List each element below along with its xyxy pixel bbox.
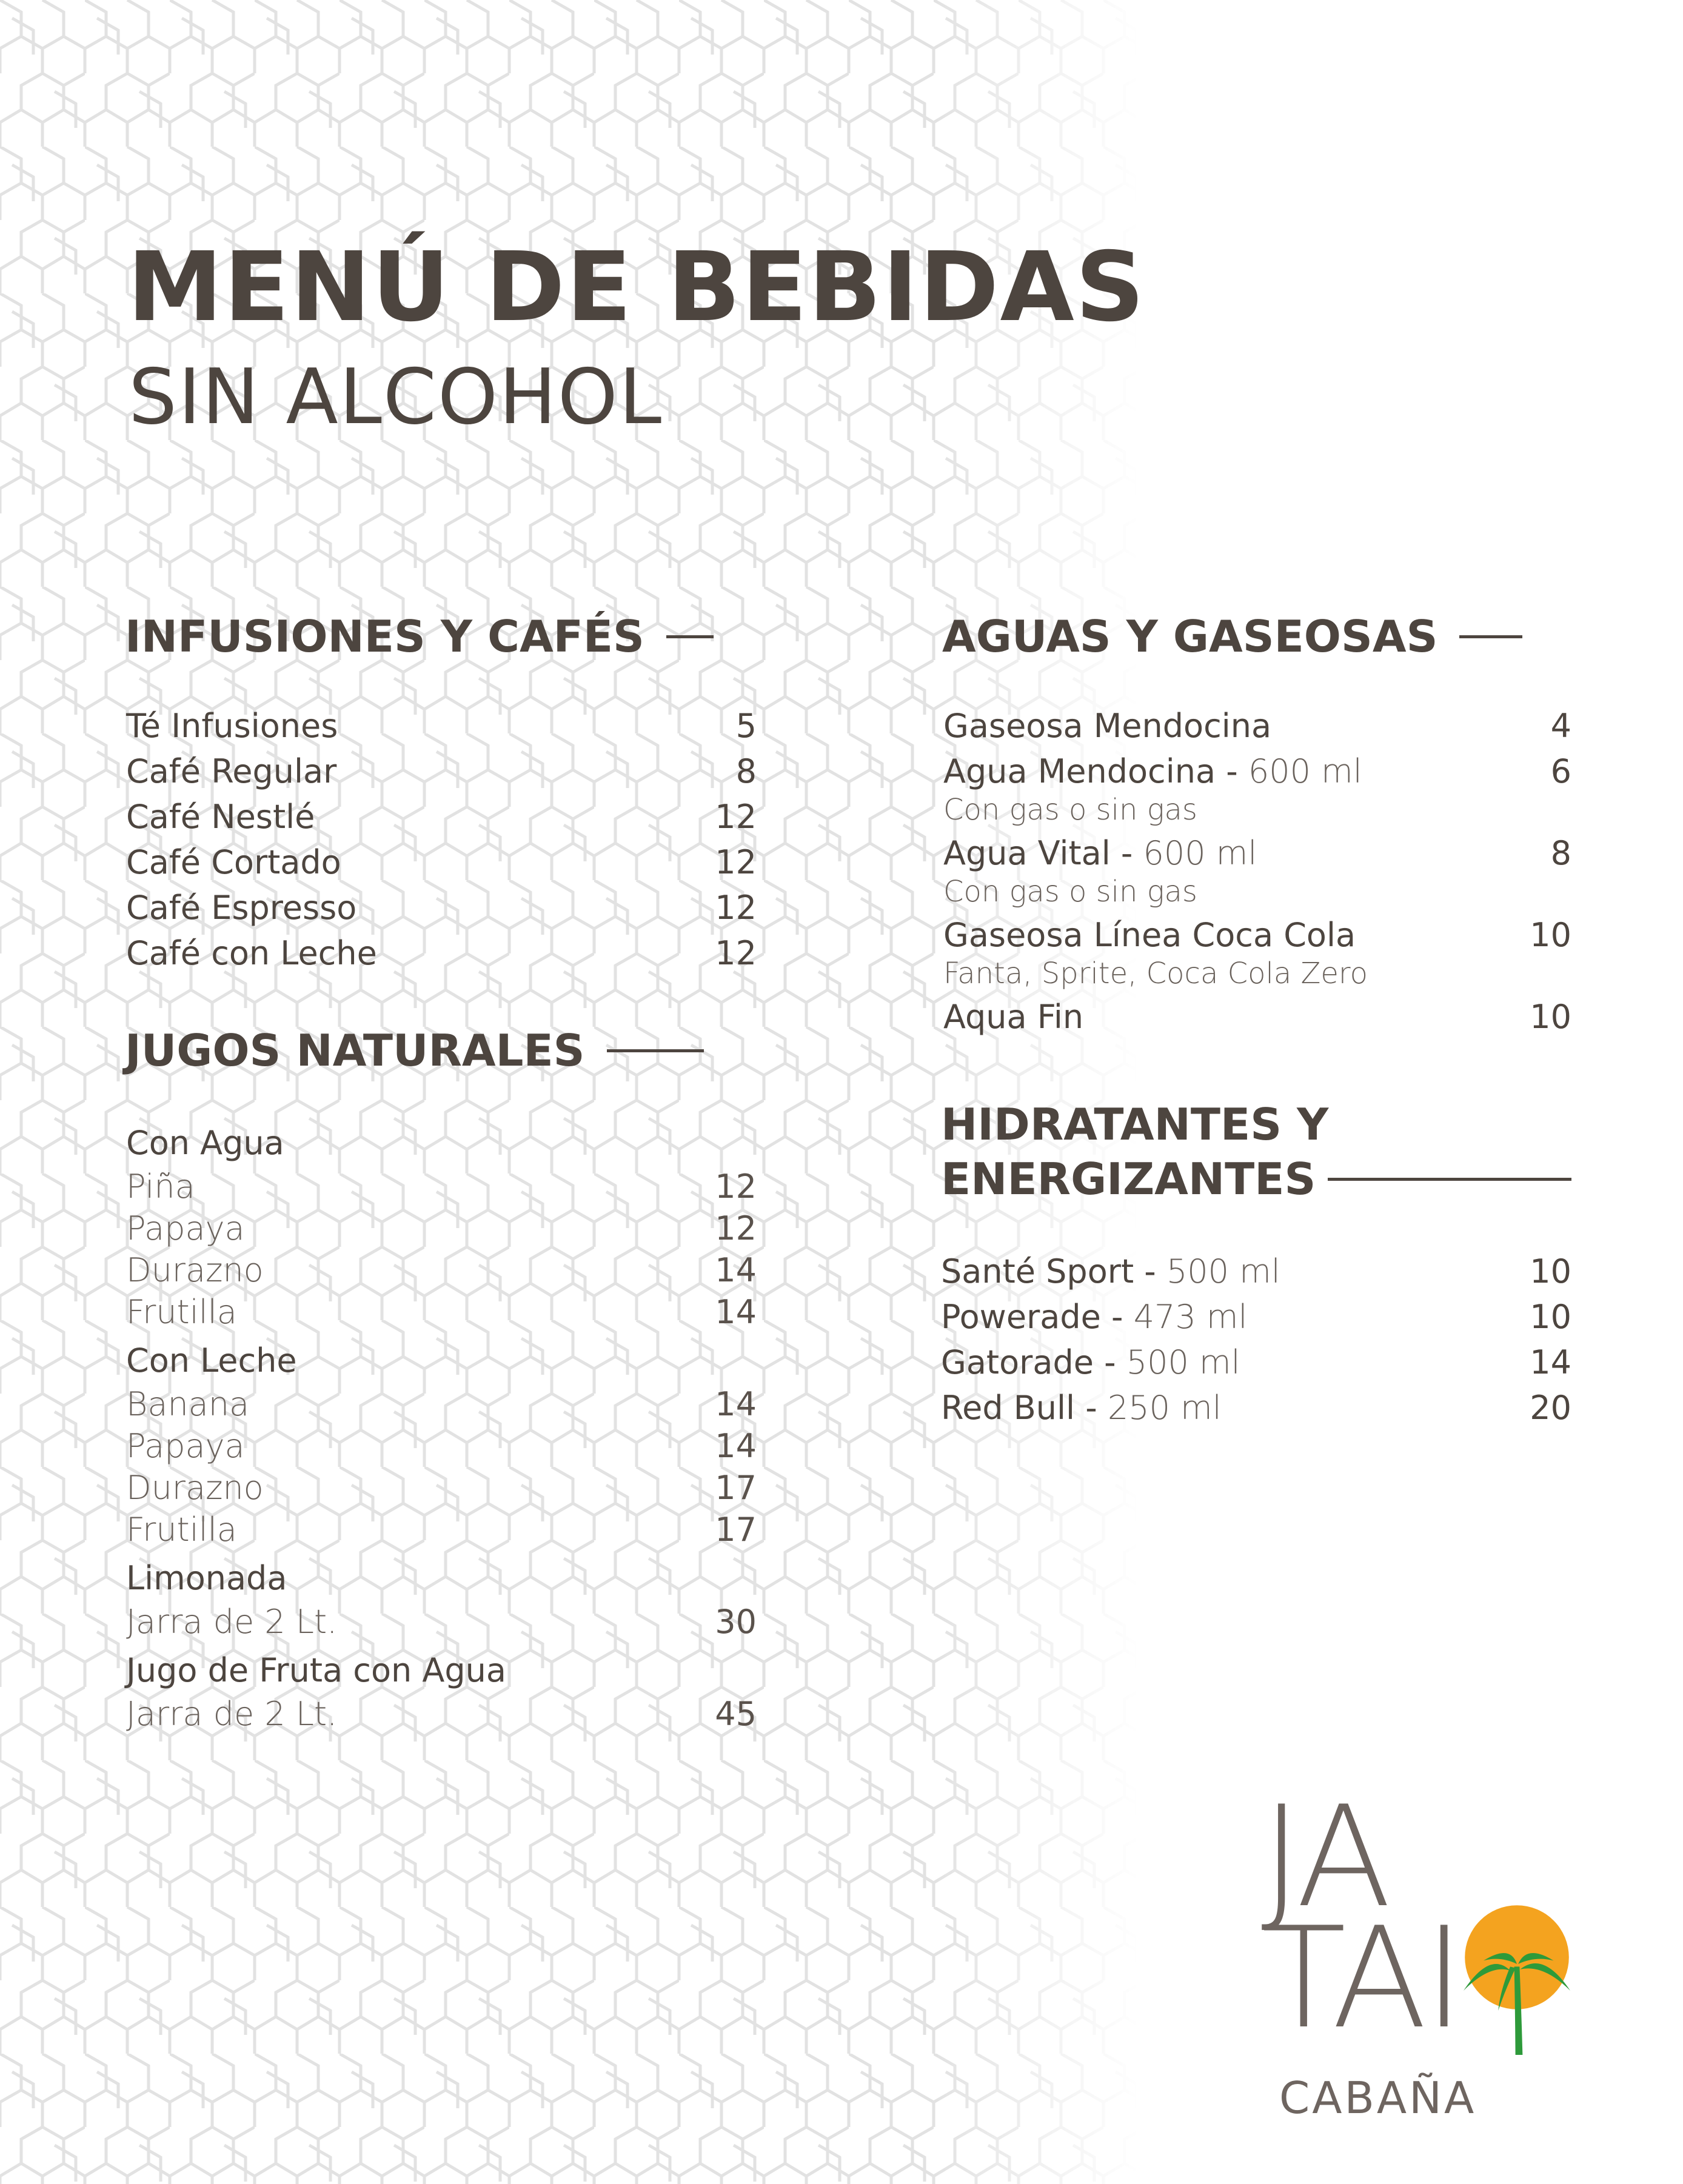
list-item [126,749,757,794]
list-item [941,1340,1571,1385]
list-item [943,749,1571,794]
item-price: 14 [715,1385,757,1423]
item-price: 17 [715,1511,757,1549]
item-name: Powerade - [941,1298,1123,1336]
item-note: Con gas o sin gas [943,875,1197,909]
item-volume: 250 ml [1107,1389,1222,1427]
item-price: 10 [1530,1298,1571,1336]
item-price: 14 [715,1251,757,1289]
item-price: 30 [715,1603,757,1641]
item-price: 6 [1550,752,1571,790]
page-subtitle: SIN ALCOHOL [129,352,663,441]
item-volume: 500 ml [1126,1343,1240,1381]
item-price: 8 [1550,834,1571,872]
item-name: Banana [126,1385,250,1423]
item-name: Red Bull - [941,1389,1097,1427]
section-heading-aguas [942,609,1573,664]
heading-rule [666,635,714,638]
item-name: Frutilla [126,1293,237,1331]
item-name: Agua Mendocina - [943,752,1238,790]
list-item [126,1249,757,1291]
logo-text-cabana: CABAÑA [1279,2072,1477,2123]
list-item [941,1294,1571,1340]
item-name: Café con Leche [126,934,377,972]
list-item [126,1509,757,1551]
item-price: 12 [715,798,757,836]
section-heading-jugos [125,1023,755,1078]
item-name: Café Cortado [126,843,341,881]
group-label: Jugo de Fruta con Agua [126,1651,506,1689]
item-name: Aqua Fin [943,998,1084,1036]
item-volume: 600 ml [1143,834,1257,872]
item-volume: 600 ml [1248,752,1362,790]
item-price: 14 [715,1427,757,1465]
item-name: Piña [126,1167,195,1206]
jatai-cabana-logo [1255,1777,1594,2140]
list-item [943,703,1571,749]
item-price: 20 [1530,1389,1571,1427]
item-name: Jarra de 2 Lt. [126,1603,338,1641]
logo-text-ja: JA [1261,1777,1388,1939]
list-item [126,1467,757,1509]
logo-text-tai: TAI [1261,1898,1461,2060]
item-price: 10 [1530,998,1571,1036]
item-name: Té Infusiones [126,707,338,745]
item-price: 10 [1530,916,1571,954]
item-note: Fanta, Sprite, Coca Cola Zero [943,957,1368,990]
group-label: Con Agua [126,1124,284,1162]
item-price: 12 [715,934,757,972]
item-name: Durazno [126,1251,264,1289]
heading-rule [1328,1178,1571,1181]
list-item [126,794,757,840]
list-item [126,1601,757,1643]
hidratantes-list [941,1249,1571,1431]
item-name: Frutilla [126,1511,237,1549]
section-heading-text: AGUAS Y GASEOSAS [942,611,1438,662]
item-name: Agua Vital - [943,834,1133,872]
list-item [943,912,1571,958]
item-volume: 500 ml [1166,1252,1280,1291]
page-title: MENÚ DE BEBIDAS [127,232,1146,343]
item-price: 12 [715,1167,757,1206]
item-name: Santé Sport - [941,1252,1156,1291]
group-label: Con Leche [126,1341,297,1380]
item-price: 12 [715,1209,757,1247]
item-price: 17 [715,1469,757,1507]
item-price: 5 [735,707,757,745]
list-item [943,994,1571,1040]
section-heading-text: INFUSIONES Y CAFÉS [125,611,644,662]
section-heading-text: JUGOS NATURALES [125,1025,585,1076]
heading-rule [607,1049,704,1052]
item-price: 10 [1530,1252,1571,1291]
item-price: 14 [715,1293,757,1331]
list-item [126,1693,757,1735]
item-volume: 473 ml [1133,1298,1248,1336]
item-name: Gaseosa Mendocina [943,707,1272,745]
list-item [126,703,757,749]
jugos-list [126,1115,757,1735]
list-item [941,1385,1571,1431]
group-label: Limonada [126,1559,287,1597]
item-note: Con gas o sin gas [943,793,1197,827]
list-item [126,1425,757,1467]
aguas-list [943,703,1571,1040]
item-name: Jarra de 2 Lt. [126,1695,338,1733]
item-name: Papaya [126,1209,245,1247]
item-price: 12 [715,843,757,881]
item-name: Papaya [126,1427,245,1465]
section-heading-line2: ENERGIZANTES [941,1154,1316,1204]
list-item [126,1166,757,1207]
item-price: 14 [1530,1343,1571,1381]
item-name: Café Regular [126,752,337,790]
item-price: 8 [735,752,757,790]
section-heading-line1: HIDRATANTES Y [941,1099,1329,1150]
item-price: 12 [715,889,757,927]
list-item [126,1207,757,1249]
item-name: Gaseosa Línea Coca Cola [943,916,1356,954]
list-item [126,840,757,885]
item-price: 45 [715,1695,757,1733]
list-item [126,930,757,976]
list-item [126,885,757,930]
list-item [941,1249,1571,1294]
list-item [126,1291,757,1333]
list-item [126,1383,757,1425]
item-name: Café Nestlé [126,798,315,836]
section-heading-infusiones [125,609,755,664]
item-name: Café Espresso [126,889,357,927]
item-name: Durazno [126,1469,264,1507]
section-heading-hidratantes [941,1097,1571,1206]
item-name: Gatorade - [941,1343,1116,1381]
item-price: 4 [1550,707,1571,745]
heading-rule [1459,635,1522,638]
infusiones-list [126,703,757,976]
list-item [943,830,1571,876]
